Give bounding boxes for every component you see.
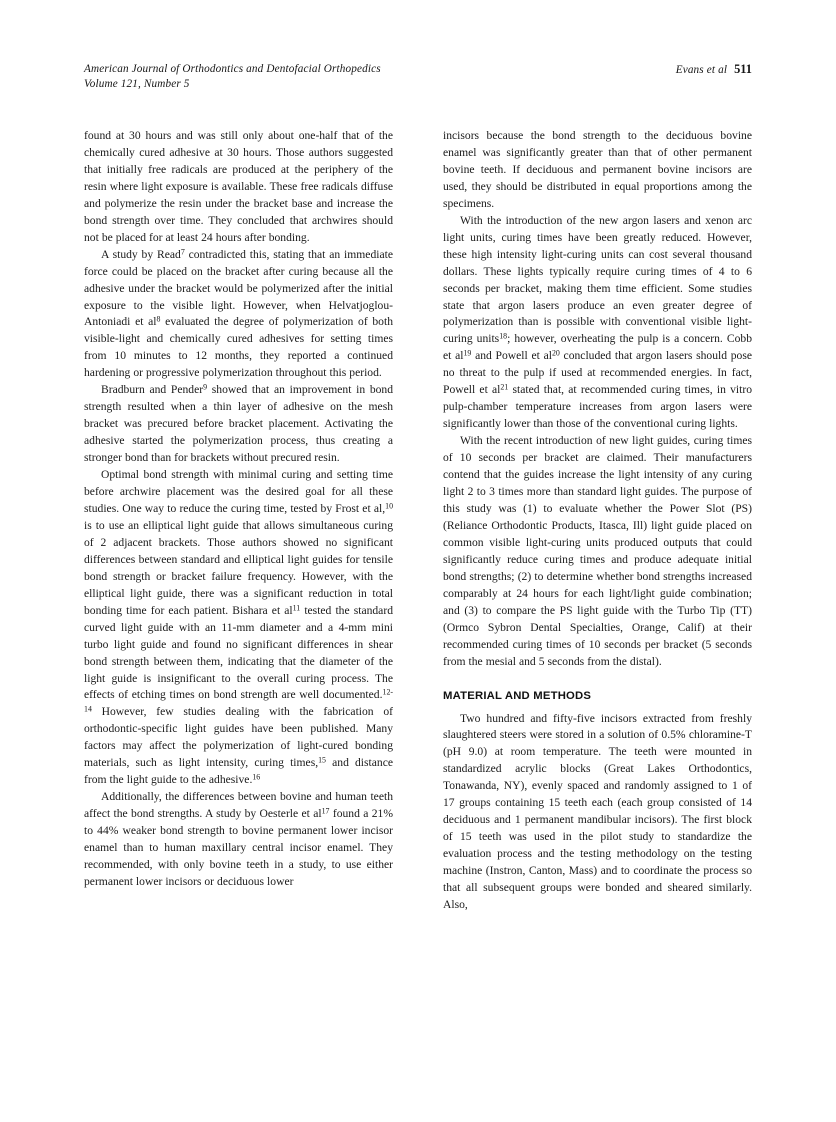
paragraph: Bradburn and Pender$^9$ showed that an improvement in bond strength resulted when a thin layer of adhesive on the mesh bracket was precured before bracket placement. Activating the adhesive started the polymerization process, thus creating a stronger bond than for brackets without precured resin. bbox=[84, 382, 394, 465]
reference-superscript: 21 bbox=[500, 382, 509, 392]
reference-superscript: 16 bbox=[252, 772, 261, 782]
journal-title: American Journal of Orthodontics and Dentofacial Orthopedics bbox=[84, 63, 381, 75]
reference-superscript: 20 bbox=[551, 349, 560, 359]
journal-volume-issue: Volume 121, Number 5 bbox=[84, 78, 190, 90]
paragraph: With the introduction of the new argon lasers and xenon arc light units, curing times have been greatly reduced. However, these high intensity light-curing units can cost several thousand dollars. These lights typically require curing times of 4 to 6 seconds per bracket, making them time efficient. Some studies state that argon lasers produce an even greater degree of polymerization than is possible with conventional visible light-curing units$^{18}$; however, overheating the pulp is a concern. Cobb et $al^{19}$ and Powell et $al^{20}$ concluded that argon lasers should pose no threat to the pulp if used at recommended energies. In fact, Powell et $al^{21}$ stated that, at recommended curing times, in vitro pulp-chamber temperature increases from argon lasers were significantly lower than those of the conventional curing lights. bbox=[443, 213, 753, 431]
paragraph: Two hundred and fifty-five incisors extracted from freshly slaughtered steers were stored in a solution of 0.5% chloramine-T (pH 9.0) at room temperature. The teeth were mounted in standardized acrylic blocks (Great Lakes Orthodontics, Tonawanda, NY), evenly spaced and randomly assigned to 1 of 17 groups containing 15 teeth each (each group consisted of 14 deciduous and 1 permanent mandibular incisors). The first block of 15 teeth was used in the pilot study to standardize the evaluation process and the testing methodology on the testing machine (Instron, Canton, Mass) and to coordinate the process so that all subsequent groups were bonded and sheared similarly. Also, bbox=[443, 711, 752, 911]
reference-superscript: 8 bbox=[156, 315, 161, 325]
paragraph: found at 30 hours and was still only about one-half that of the chemically cured adhesive at 30 hours. Those authors suggested that initially free radicals are produced at the periphery of the resin where light exposure is available. These free radicals diffuse and polymerize the resin under the bracket base and increase the bond strength over time. They concluded that archwires should not be placed for at least 24 hours after bonding. bbox=[84, 129, 393, 244]
reference-superscript: 18 bbox=[499, 332, 508, 342]
body-columns bbox=[84, 128, 752, 1078]
column-left bbox=[84, 128, 393, 1078]
paragraph: incisors because the bond strength to the deciduous bovine enamel was significantly greater than that of other permanent bovine teeth. If deciduous and permanent bovine incisors are used, they should be distributed in equal proportions among the specimens. bbox=[443, 129, 752, 210]
reference-superscript: 7 bbox=[180, 247, 185, 257]
spacer bbox=[443, 704, 752, 711]
running-head-authors: Evans et al bbox=[675, 64, 728, 76]
reference-superscript: 12-14 bbox=[84, 688, 393, 715]
paragraph: A study by Read$^7$ contradicted this, stating that an immediate force could be placed on the bracket after curing because all the adhesive under the bracket would be polymerized after the initial exposure to the visible light. However, when Helvatjoglou-Antoniadi et $al^8$ evaluated the degree of polymerization of both visible-light and chemically cured adhesives for setting times from 10 minutes to 12 months, they reported a continued hardening or progressive polymerization throughout this period. bbox=[84, 247, 394, 380]
running-head-authors-page bbox=[676, 62, 752, 78]
running-head-journal bbox=[84, 62, 381, 92]
reference-superscript: 15 bbox=[318, 755, 326, 765]
page-number: 511 bbox=[734, 62, 752, 76]
reference-superscript: 9 bbox=[203, 382, 208, 392]
section-heading-material-and-methods: MATERIAL AND METHODS bbox=[443, 689, 592, 702]
paragraph: Additionally, the differences between bovine and human teeth affect the bond strengths. A study by Oesterle et $al^{17}$ found a 21% to 44% weaker bond strength to bovine permanent lower incisor enamel than to human maxillary central incisor enamel. They recommended, with only bovine teeth in a study, to use either permanent lower incisors or deciduous lower bbox=[84, 790, 393, 888]
reference-superscript: 11 bbox=[292, 603, 301, 613]
reference-superscript: 17 bbox=[321, 806, 330, 816]
running-head bbox=[84, 62, 752, 96]
spacer bbox=[443, 671, 752, 688]
column-right bbox=[443, 128, 752, 1078]
paragraph: With the recent introduction of new light guides, curing times of 10 seconds per bracket are claimed. Their manufacturers contend that the guides increase the light intensity of any curing light 2 to 3 times more than standard light guides. The purpose of this study was (1) to evaluate whether the Power Slot (PS) (Reliance Orthodontic Products, Itasca, Ill) light guide placed on common visible light-curing units produced outputs that could significantly reduce curing times and produce adequate initial bond strengths; (2) to determine whether bond strengths increased comparably at 24 hours for each light/light guide combination; and (3) to compare the PS light guide with the Turbo Tip (TT) (Ormco Sybron Dental Specialties, Orange, Calif) at their recommended curing times of 10 seconds per bracket (5 seconds from the mesial and 5 seconds from the distal). bbox=[443, 434, 752, 668]
paragraph: Optimal bond strength with minimal curing and setting time before archwire placement was the desired goal for all these studies. One way to reduce the curing time, tested by Frost et al,$^{10}$ is to use an elliptical light guide that allows simultaneous curing of 2 adjacent brackets. Those authors showed no significant differences between standard and elliptical light guides for tensile bond strength or bracket failure frequency. However, with the elliptical light guide, there was a significant reduction in total bonding time for each patient. Bishara et $al^{11}$ tested the standard curved light guide with an 11-mm diameter and a 4-mm mini turbo light guide and found no significant differences in shear bond strength between them, indicating that the diameter of the light guide is insignificant to the overall curing process. The effects of etching times on bond strength are well documented.$^{12-14}$ However, few studies dealing with the fabrication of orthodontic-specific light guides have been published. Many factors may affect the polymerization of light-cured bonding materials, such as light intensity, curing times,$^{15}$ and distance from the light guide to the adhesive.$^{16}$ bbox=[84, 468, 393, 787]
reference-superscript: 10 bbox=[385, 501, 393, 511]
reference-superscript: 19 bbox=[463, 349, 472, 359]
